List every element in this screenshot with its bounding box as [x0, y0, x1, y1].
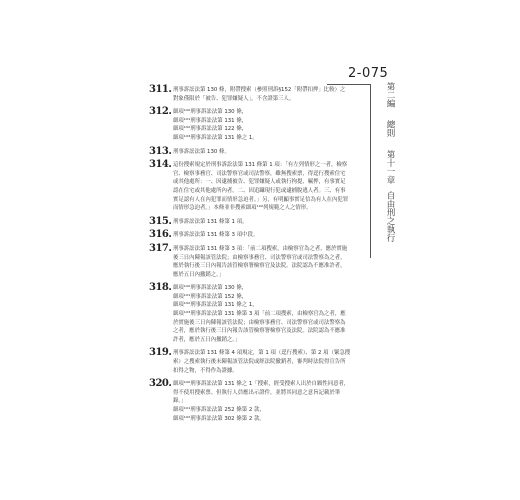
footnote — [149, 145, 365, 157]
footnote-text-line: 細項¹⁰²刑事訴訟法第 122 條， — [173, 126, 248, 133]
footnote-text-line: 刑事訴訟法第 130 條。 — [173, 148, 230, 155]
footnote-text-line: 後三日內陳報該管法院；由檢察事務官、司法警察官或司法警察為之者， — [173, 254, 346, 261]
side-header — [373, 82, 395, 242]
side-title-part: 自由刑之執行 — [385, 190, 395, 242]
footnote — [149, 215, 365, 227]
footnote-number: 314. — [149, 159, 172, 171]
footnote — [149, 108, 365, 142]
footnote-number: 320. — [149, 378, 172, 390]
footnote-text-line: 刑事訴訟法第 131 條第 1 項。 — [173, 218, 248, 225]
footnote-text-line: 細項¹⁰²刑事訴訟法第 302 條第 2 款。 — [173, 415, 265, 422]
footnote-text-line: 刑事訴訟法第 131 條第 4 項規定，第 1 項（逕行搜索）、第 2 項（緊急搜 — [173, 350, 351, 357]
side-title-part: 總則 — [385, 120, 395, 138]
footnote-text-line: 細項¹⁰¹刑事訴訟法第 131 條， — [173, 117, 248, 124]
footnote-text-line: 而情形急迫者。」本條並非搜索細項¹⁰⁰列規範之人之情形。 — [173, 205, 312, 212]
footnotes-list — [149, 86, 365, 428]
footnote — [149, 242, 365, 279]
footnote — [149, 86, 365, 103]
footnote-text-line: 刑事訴訟法第 131 條第 3 項：「前二項搜索，由檢察官為之者，應於實施 — [173, 245, 348, 252]
footnote-text-line: 刑事訴訟法第 131 條第 3 項中段。 — [173, 232, 259, 239]
footnote-text-line: 或其他處所：一、因逮捕被告、犯罪嫌疑人或執行拘提、羈押，有事實足 — [173, 179, 346, 186]
footnote-text-line: 細項¹⁰²刑事訴訟法第 131 條之 1， — [173, 302, 258, 309]
footnote-text-line: 索）之搜索執行後未陳報該管法院或經法院撤銷者，審判時法院得宣告所 — [173, 359, 346, 366]
footnote-number: 318. — [149, 282, 172, 294]
footnote-text-line: 細項¹⁰³刑事訴訟法第 131 條之 1。 — [173, 134, 258, 141]
footnote-number: 313. — [149, 145, 172, 157]
footnote — [149, 349, 365, 375]
footnote-text-line: 得不使用搜索票。但執行人員應出示證件，並將其同意之意旨記載於筆 — [173, 389, 341, 396]
footnote-text-line: 細項¹⁰⁰刑事訴訟法第 130 條， — [173, 109, 248, 116]
footnote-text-line: 之者，應於執行後三日內報告該管檢察署檢察官及法院。法院認為不應准 — [173, 328, 346, 335]
footnote-number: 312. — [149, 106, 172, 118]
footnote-number: 311. — [149, 84, 172, 95]
footnote-text-line: 官、檢察事務官、司法警察官或司法警察，雖無搜索票，得逕行搜索住宅 — [173, 170, 346, 177]
footnote-text-line: 應於五日內撤銷之。」 — [173, 271, 225, 278]
footnote-text-line: 錄。」 — [173, 398, 187, 405]
footnote-text-line: 認在住宅或其他處所內者。二、因追躡現行犯或逮捕脫逃人者。三、有事 — [173, 187, 346, 194]
footnote-text-line: 細項¹⁰¹刑事訴訟法第 152 條， — [173, 293, 248, 300]
footnote-text-line: 這份搜索規定於刑事訴訟法第 131 條第 1 項：「有左列情形之一者，檢察 — [173, 162, 348, 169]
footnote — [149, 284, 365, 344]
footnote-text-line: 細項¹⁰⁰刑事訴訟法第 131 條之 1「搜索，經受搜索人出於自願性同意者， — [173, 381, 350, 388]
footnote-text-line: 許者，應於五日內撤銷之。」 — [173, 336, 241, 343]
footnote-number: 315. — [149, 215, 172, 227]
footnote-text-line: 應於執行後三日內報告該管檢察署檢察官及法院。法院認為不應准許者， — [173, 263, 346, 270]
footnote — [149, 380, 365, 423]
footnote-text-line: 刑事訴訟法第 130 條，附帶搜索（參照刑訴§152「附帶扣押」比較）之 — [173, 87, 346, 93]
page-number: 2-075 — [348, 66, 389, 81]
footnote-text-line: 細項¹⁰³刑事訴訟法第 131 條第 3 項「前二項搜索，由檢察官為之者，應 — [173, 311, 346, 318]
footnote-text-line: 扣得之物，不得作為證據。 — [173, 367, 238, 374]
footnote-number: 317. — [149, 242, 172, 254]
footnote-text-line: 實足認有人在內犯罪而情形急迫者。」另，有明顯事實足信為有人在內犯罪 — [173, 196, 349, 203]
side-rule — [370, 84, 371, 258]
footnote-text-line: 對象僅限於「被告、犯罪嫌疑人」，不含證第三人。 — [173, 95, 295, 102]
footnote — [149, 161, 365, 213]
footnote-text-line: 細項¹⁰¹刑事訴訟法第 252 條第 2 款， — [173, 407, 265, 413]
side-title-part: 第二編 — [385, 82, 395, 108]
footnote-text-line: 細項¹⁰⁰刑事訴訟法第 130 條， — [173, 285, 248, 292]
footnote-text-line: 於實施後三日內陳報該管法院；由檢察事務官、司法警察官或司法警察為 — [173, 319, 346, 326]
header-rule — [327, 84, 371, 85]
footnote-number: 319. — [149, 347, 172, 359]
side-title-part: 第十一章 — [385, 149, 395, 184]
footnote — [149, 231, 365, 240]
footnote-number: 316. — [149, 229, 172, 241]
